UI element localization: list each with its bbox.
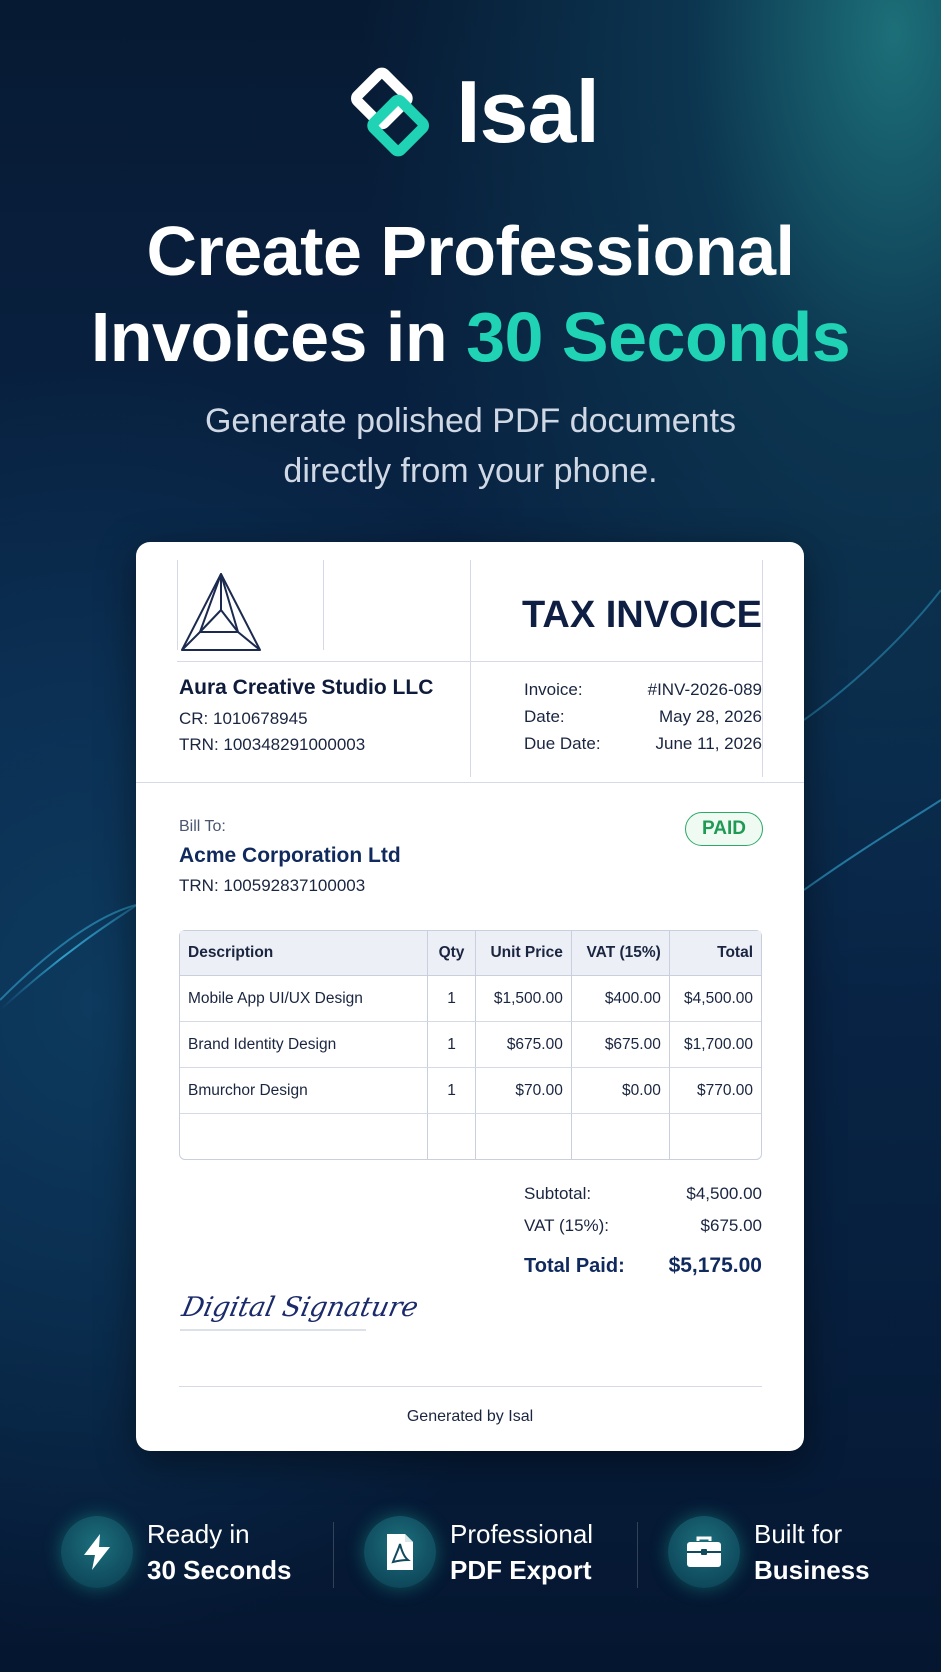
guide-line [762,560,763,777]
status-badge: PAID [685,812,763,846]
table-cell [476,1114,572,1159]
grand-total-row [524,1250,762,1282]
headline-accent: 30 Seconds [466,298,851,376]
table-cell: $0.00 [572,1068,670,1114]
invoice-title: TAX INVOICE [522,594,762,636]
feature-text [450,1516,593,1588]
footer-text: Generated by Isal [406,1408,534,1425]
column-header: Qty [428,931,476,976]
feature-line-2: 30 Seconds [147,1555,292,1585]
grand-total-label: Total Paid: [524,1255,625,1277]
meta-label: Date: [524,707,565,726]
meta-due-date [524,730,762,757]
pdf-file-icon [364,1516,436,1588]
meta-value: May 28, 2026 [658,707,762,726]
meta-value: #INV-2026-089 [647,680,762,699]
feature-pdf [364,1516,593,1588]
column-header: VAT (15%) [572,931,670,976]
brand-name: Isal [456,62,599,161]
feature-line-2: Business [754,1555,870,1585]
meta-invoice-number [524,676,762,703]
vat-row [524,1210,762,1242]
feature-line-1: Ready in [147,1519,250,1549]
total-label: Subtotal: [524,1184,592,1203]
feature-business [668,1516,870,1588]
table-cell: 1 [428,1068,476,1114]
headline-line-2-prefix: Invoices in [90,298,467,376]
table-cell [670,1114,761,1159]
feature-text [754,1516,870,1588]
client-name: Acme Corporation Ltd [179,844,401,867]
company-name: Aura Creative Studio LLC [179,676,434,699]
total-value: $4,500.00 [686,1184,762,1203]
meta-label: Invoice: [524,680,583,699]
line-items-table [179,930,762,1160]
column-header: Total [670,931,761,976]
feature-speed [61,1516,292,1588]
feature-text [147,1516,292,1588]
table-cell [428,1114,476,1159]
total-label: VAT (15%): [524,1216,610,1235]
subheadline-line-1: Generate polished PDF documents [204,402,737,440]
digital-signature [178,1272,422,1342]
guide-line [136,782,804,783]
table-cell: $675.00 [572,1022,670,1068]
table-cell: $1,700.00 [670,1022,761,1068]
company-info [179,676,433,758]
feature-divider [637,1522,638,1588]
table-cell: Brand Identity Design [180,1022,428,1068]
table-row [180,976,761,1022]
signature-text: Digital Signature [179,1292,422,1323]
column-header: Description [180,931,428,976]
headline-line-2 [0,294,941,380]
headline [0,208,941,380]
table-cell: $1,500.00 [476,976,572,1022]
headline-line-1: Create Professional [146,212,795,290]
feature-row [0,1516,941,1592]
feature-line-1: Built for [754,1519,843,1549]
invoice-meta [524,676,762,757]
table-cell [572,1114,670,1159]
table-header-row [180,931,761,976]
interlocked-chain-logo-icon [342,64,438,160]
invoice-preview-card [136,542,804,1451]
feature-line-2: PDF Export [450,1555,592,1585]
table-cell: $675.00 [476,1022,572,1068]
column-header: Unit Price [476,931,572,976]
meta-value: June 11, 2026 [655,734,762,753]
total-value: $675.00 [700,1216,762,1235]
feature-line-1: Professional [450,1519,594,1549]
grand-total-value: $5,175.00 [668,1254,762,1277]
guide-line [470,560,471,777]
table-cell: 1 [428,1022,476,1068]
table-cell: Mobile App UI/UX Design [180,976,428,1022]
table-cell: $70.00 [476,1068,572,1114]
table-row [180,1022,761,1068]
brand-header [0,64,941,160]
geometric-a-logo-icon [178,570,264,656]
table-row [180,1068,761,1114]
table-cell: $400.00 [572,976,670,1022]
table-cell: $4,500.00 [670,976,761,1022]
briefcase-icon [668,1516,740,1588]
client-trn: TRN: 100592837100003 [179,876,366,895]
table-row-empty [180,1114,761,1159]
footer-divider [179,1386,762,1387]
company-cr: CR: 1010678945 [179,709,308,728]
feature-divider [333,1522,334,1588]
table-cell: Bmurchor Design [180,1068,428,1114]
company-trn: TRN: 100348291000003 [179,735,366,754]
table-cell: 1 [428,976,476,1022]
bill-to-label: Bill To: [179,818,226,835]
subheadline [0,396,941,496]
table-cell: $770.00 [670,1068,761,1114]
guide-line [177,661,762,662]
lightning-bolt-icon [61,1516,133,1588]
meta-date [524,703,762,730]
table-cell [180,1114,428,1159]
subtotal-row [524,1178,762,1210]
subheadline-line-2: directly from your phone. [283,452,658,490]
invoice-totals [524,1178,762,1282]
meta-label: Due Date: [524,734,601,753]
guide-line [323,560,324,650]
